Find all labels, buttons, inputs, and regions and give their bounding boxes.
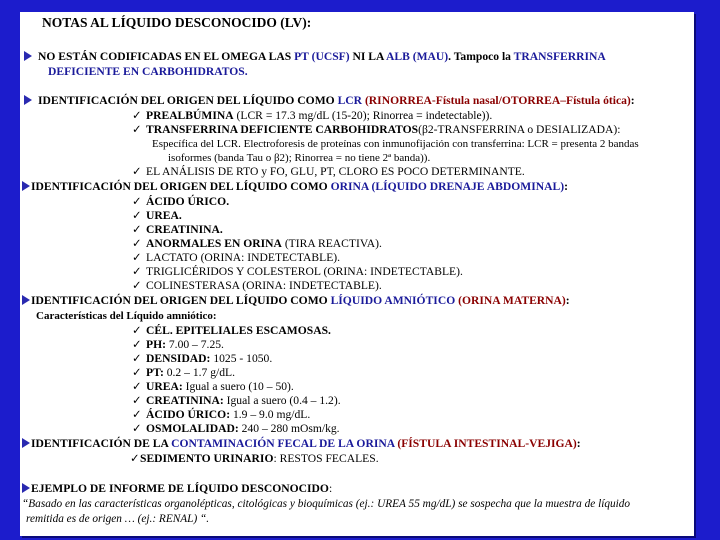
check-icon: ✓ [132,109,142,122]
right-band [694,0,720,540]
note-line: isoformes (banda Tau o β2); Rinorrea = no tiene 2ª banda)). [168,152,431,164]
bullet-ejemplo-heading: EJEMPLO DE INFORME DE LÍQUIDO DESCONOCIDO: [22,482,332,496]
arrow-bullet-icon [24,51,32,61]
list-item: ✓ CREATININA: Igual a suero (0.4 – 1.2). [132,394,341,407]
list-item: ✓ PH: 7.00 – 7.25. [132,338,224,351]
check-icon: ✓ [132,223,142,236]
check-icon: ✓ [132,251,142,264]
arrow-bullet-icon [24,95,32,105]
list-item: ✓SEDIMENTO URINARIO: RESTOS FECALES. [130,452,379,465]
list-item: ✓ ÁCIDO ÚRICO: 1.9 – 9.0 mg/dL. [132,408,311,421]
bullet-orina-heading: IDENTIFICACIÓN DEL ORIGEN DEL LÍQUIDO COMO ORINA (LÍQUIDO DRENAJE ABDOMINAL): [22,180,568,194]
arrow-bullet-icon [22,181,30,191]
list-item: ✓ ANORMALES EN ORINA (TIRA REACTIVA). [132,237,382,250]
list-item: ✓ TRANSFERRINA DEFICIENTE CARBOHIDRATOS(β2-TRANSFERRINA o DESIALIZADA): [132,123,621,136]
list-item: ✓ PT: 0.2 – 1.7 g/dL. [132,366,235,379]
list-item: ✓ CÉL. EPITELIALES ESCAMOSAS. [132,324,331,337]
list-item: ✓ LACTATO (ORINA: INDETECTABLE). [132,251,341,264]
check-icon: ✓ [132,237,142,250]
check-icon: ✓ [132,265,142,278]
check-icon: ✓ [132,195,142,208]
list-item: ✓ PREALBÚMINA (LCR = 17.3 mg/dL (15-20); Rinorrea = indetectable)). [132,109,493,122]
list-item: ✓ OSMOLALIDAD: 240 – 280 mOsm/kg. [132,422,340,435]
list-item: ✓ DENSIDAD: 1025 - 1050. [132,352,273,365]
list-item: ✓ UREA. [132,209,182,222]
check-icon: ✓ [132,324,142,337]
check-icon: ✓ [132,394,142,407]
check-icon: ✓ [132,123,142,136]
list-item: ✓ UREA: Igual a suero (10 – 50). [132,380,294,393]
bullet-lcr-heading: IDENTIFICACIÓN DEL ORIGEN DEL LÍQUIDO COMO LCR (RINORREA-Fístula nasal/OTORREA–Fístula ótica): [24,94,635,108]
check-icon: ✓ [132,209,142,222]
check-icon: ✓ [132,366,142,379]
check-icon: ✓ [132,352,142,365]
list-item: ✓ COLINESTERASA (ORINA: INDETECTABLE). [132,279,382,292]
bullet-no-codificadas: NO ESTÁN CODIFICADAS EN EL OMEGA LAS PT (UCSF) NI LA ALB (MAU). Tampoco la TRANSFERRINA [24,50,606,64]
bullet-amniotico-heading: IDENTIFICACIÓN DEL ORIGEN DEL LÍQUIDO COMO LÍQUIDO AMNIÓTICO (ORINA MATERNA): [22,294,570,308]
check-icon: ✓ [132,408,142,421]
list-item: ✓ TRIGLICÉRIDOS Y COLESTEROL (ORINA: INDETECTABLE). [132,265,463,278]
subheading: Características del Líquido amniótico: [36,310,217,322]
note-line: Específica del LCR. Electroforesis de proteínas con inmunofijación con transferrina: LCR = presenta 2 bandas [152,138,639,150]
arrow-bullet-icon [22,438,30,448]
list-item: ✓ ÁCIDO ÚRICO. [132,195,230,208]
arrow-bullet-icon [22,483,30,493]
check-icon: ✓ [130,452,140,465]
page-title: NOTAS AL LÍQUIDO DESCONOCIDO (LV): [42,15,312,30]
example-quote-line1: “Basado en las características organolépticas, citológicas y bioquímicas (ej.: UREA 55 mg/dL) se sospecha que la muestra de líquido [22,498,631,510]
check-icon: ✓ [132,338,142,351]
check-icon: ✓ [132,422,142,435]
example-quote-line2: remitida es de origen … (ej.: RENAL) “. [26,513,210,525]
bullet-no-codificadas-line2: DEFICIENTE EN CARBOHIDRATOS. [48,65,248,78]
arrow-bullet-icon [22,295,30,305]
check-icon: ✓ [132,380,142,393]
list-item: ✓ EL ANÁLISIS DE RTO y FO, GLU, PT, CLORO ES POCO DETERMINANTE. [132,165,525,178]
check-icon: ✓ [132,165,142,178]
bullet-contaminacion-heading: IDENTIFICACIÓN DE LA CONTAMINACIÓN FECAL DE LA ORINA (FÍSTULA INTESTINAL-VEJIGA): [22,437,581,451]
check-icon: ✓ [132,279,142,292]
list-item: ✓ CREATININA. [132,223,223,236]
